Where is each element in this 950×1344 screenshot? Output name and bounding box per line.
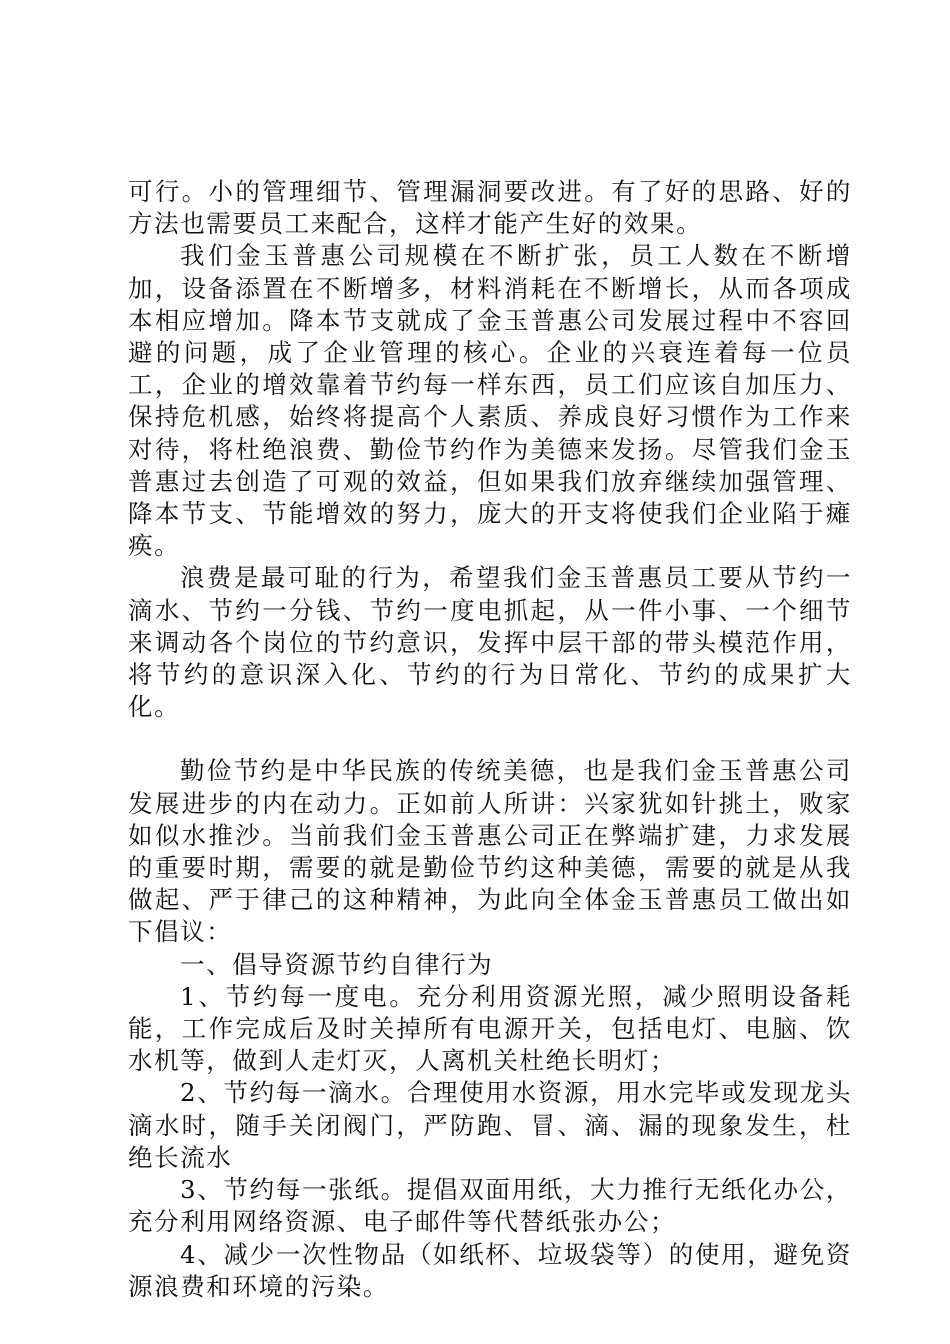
paragraph-waste-shameful: 浪费是最可耻的行为，希望我们金玉普惠员工要从节约一滴水、节约一分钱、节约一度电抓起，从一件小事、一个细节来调动各个岗位的节约意识，发挥中层干部的带头模范作用，将节约的意识深入化、节约的行为日常化、节约的成果扩大化。 [128, 563, 852, 722]
list-item-save-water: 2、节约每一滴水。合理使用水资源，用水完毕或发现龙头滴水时，随手关闭阀门，严防跑、冒、滴、漏的现象发生，杜绝长流水 [128, 1078, 852, 1172]
paragraph-gap [128, 723, 852, 755]
list-item-reduce-disposables: 4、减少一次性物品（如纸杯、垃圾袋等）的使用，避免资源浪费和环境的污染。 [128, 1239, 852, 1301]
paragraph-continuation: 可行。小的管理细节、管理漏洞要改进。有了好的思路、好的方法也需要员工来配合，这样才能产生好的效果。 [128, 177, 852, 239]
list-item-save-electricity: 1、节约每一度电。充分利用资源光照，减少照明设备耗能，工作完成后及时关掉所有电源开关，包括电灯、电脑、饮水机等，做到人走灯灭，人离机关杜绝长明灯； [128, 981, 852, 1076]
list-item-save-paper: 3、节约每一张纸。提倡双面用纸，大力推行无纸化办公，充分利用网络资源、电子邮件等代替纸张办公； [128, 1175, 852, 1237]
paragraph-company-growth: 我们金玉普惠公司规模在不断扩张，员工人数在不断增加，设备添置在不断增多，材料消耗在不断增长，从而各项成本相应增加。降本节支就成了金玉普惠公司发展过程中不容回避的问题，成了企业管理的核心。企业的兴衰连着每一位员工，企业的增效靠着节约每一样东西，员工们应该自加压力、保持危机感，始终将提高个人素质、养成良好习惯作为工作来对待，将杜绝浪费、勤俭节约作为美德来发扬。尽管我们金玉普惠过去创造了可观的效益，但如果我们放弃继续加强管理、降本节支、节能增效的努力，庞大的开支将使我们企业陷于瘫痪。 [128, 241, 852, 561]
paragraph-thrift-virtue: 勤俭节约是中华民族的传统美德，也是我们金玉普惠公司发展进步的内在动力。正如前人所讲：兴家犹如针挑土，败家如似水推沙。当前我们金玉普惠公司正在弊端扩建，力求发展的重要时期，需要的就是勤俭节约这种美德，需要的就是从我做起、严于律己的这种精神，为此向全体金玉普惠员工做出如下倡议： [128, 756, 852, 947]
section-heading-resource-saving: 一、倡导资源节约自律行为 [180, 949, 494, 979]
document-body [128, 176, 852, 1303]
